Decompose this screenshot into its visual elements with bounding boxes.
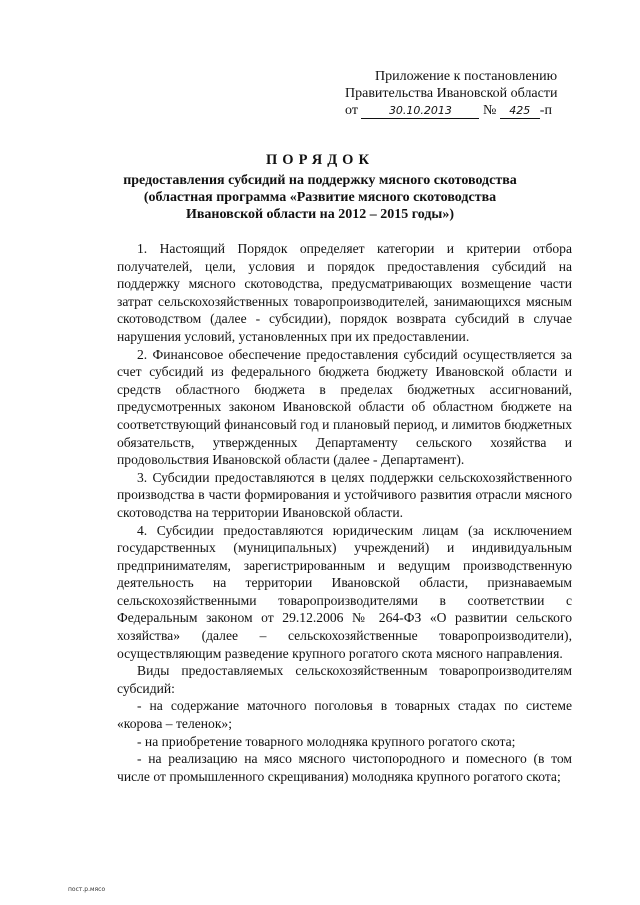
header-line-1: Приложение к постановлению (375, 69, 558, 84)
document-title: ПОРЯДОК (266, 152, 374, 168)
document-subtitle (80, 172, 560, 223)
header-line-3 (345, 102, 595, 119)
handwritten-number: 425 (500, 104, 540, 119)
document-body (117, 240, 572, 785)
approval-header (345, 68, 595, 119)
subsidy-type-item: - на приобретение товарного молодняка крупного рогатого скота; (137, 733, 516, 749)
footer-file-note: пост.р.мясо (68, 886, 106, 893)
number-suffix: -п (539, 103, 552, 118)
subsidy-types-intro: Виды предоставляемых сельскохозяйственным товаропроизводителям субсидий: (117, 663, 572, 696)
paragraph-1: 1. Настоящий Порядок определяет категории и критерии отбора получателей, цели, условия и порядок предоставления субсидий на поддержку мясного скотоводства, предусматривающих возмещение части затрат сельскохозяйственных товаропроизводителей, занимающихся мясным скотоводством (далее - субсидии), порядок возврата субсидий в случае нарушения условий, установленных при их предоставлении. (117, 241, 572, 344)
header-line-2: Правительства Ивановской области (345, 86, 558, 101)
subtitle-line: Ивановской области на 2012 – 2015 годы») (185, 207, 455, 222)
paragraph-2: 2. Финансовое обеспечение предоставления субсидий осуществляется за счет субсидий из федерального бюджета бюджету Ивановской области и средств областного бюджета в пределах бюджетных ассигнований, предусмотренных законом Ивановской области об областном бюджете на соответствующий финансовый год и плановый период, и лимитов бюджетных обязательств, утвержденных Департаменту сельского хозяйства и продовольствия Ивановской области (далее - Департамент). (117, 346, 572, 468)
from-label: от (345, 103, 358, 118)
paragraph-4: 4. Субсидии предоставляются юридическим лицам (за исключением государственных (муниципальных) учреждений) и индивидуальным предпринимателям, зарегистрированным и ведущим производственную деятельность на территории Ивановской области, признаваемым сельскохозяйственными товаропроизводителями в соответствии с Федеральным законом от 29.12.2006 № 264-ФЗ «О развитии сельского хозяйства» (далее – сельскохозяйственные товаропроизводители), осуществляющим разведение крупного рогатого скота мясного направления. (117, 522, 572, 661)
number-label: № (482, 103, 497, 118)
subsidy-type-item: - на содержание маточного поголовья в товарных стадах по системе «корова – теленок»; (117, 698, 572, 732)
handwritten-date: 30.10.2013 (361, 104, 479, 119)
subtitle-line: предоставления субсидий на поддержку мясного скотоводства (123, 173, 517, 188)
paragraph-3: 3. Субсидии предоставляются в целях поддержки сельскохозяйственного производства в части формирования и устойчивого развития отрасли мясного скотоводства на территории Ивановской области. (117, 469, 572, 520)
subsidy-type-item: - на реализацию на мясо мясного чистопородного и помесного (в том числе от промышленного скрещивания) молодняка крупного рогатого скота; (117, 751, 572, 784)
subtitle-line: (областная программа «Развитие мясного скотоводства (143, 190, 497, 205)
